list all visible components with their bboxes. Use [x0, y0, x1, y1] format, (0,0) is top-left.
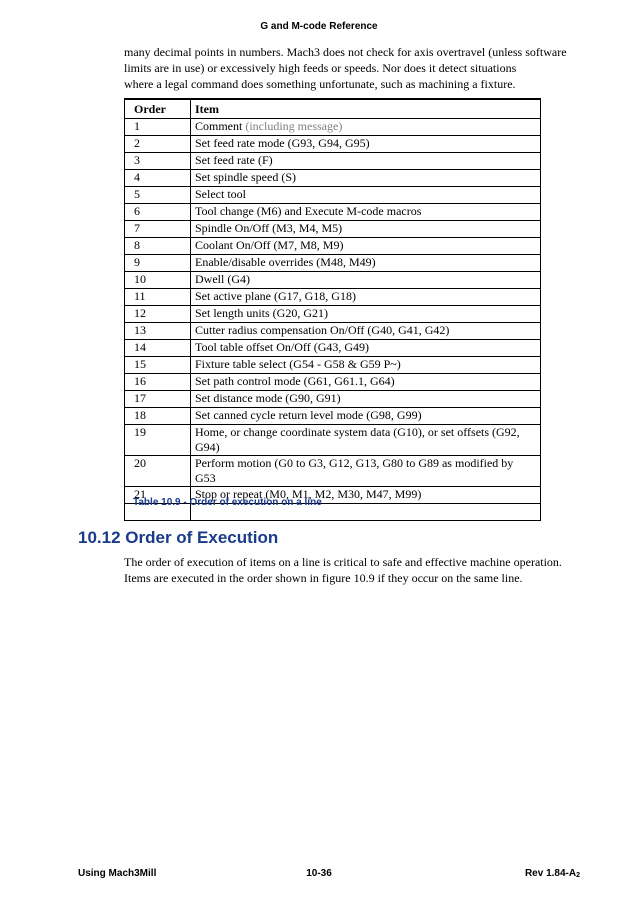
column-header-item: Item [191, 99, 541, 119]
item-text: Spindle On/Off (M3, M4, M5) [195, 221, 343, 235]
page-header: G and M-code Reference [260, 21, 378, 32]
order-cell: 2 [125, 136, 191, 153]
item-text: Stop or repeat (M0, M1, M2, M30, M47, M99) [195, 487, 422, 501]
intro-line: limits are in use) or excessively high feeds or speeds. Nor does it detect situations [124, 61, 517, 75]
item-text: Home, or change coordinate system data (G10), or set offsets (G92, [195, 425, 520, 439]
item-cell [191, 221, 541, 238]
item-text: Select tool [195, 187, 246, 201]
section-line: The order of execution of items on a line is critical to safe and effective machine operation. [124, 555, 562, 569]
order-cell: 19 [125, 425, 191, 456]
order-of-execution-table [124, 98, 541, 521]
table-row [125, 340, 541, 357]
intro-line: where a legal command does something unfortunate, such as machining a fixture. [124, 77, 516, 91]
footer-page-number: 10-36 [306, 868, 332, 879]
item-text: Set distance mode (G90, G91) [195, 391, 341, 405]
table-row [125, 408, 541, 425]
item-text: Set spindle speed (S) [195, 170, 296, 184]
order-cell: 9 [125, 255, 191, 272]
item-text: Fixture table select (G54 - G58 & G59 P~) [195, 357, 401, 371]
item-text: Set active plane (G17, G18, G18) [195, 289, 356, 303]
item-cell [191, 238, 541, 255]
item-text: Perform motion (G0 to G3, G12, G13, G80 to G89 as modified by G53 [195, 456, 514, 485]
table-row [125, 306, 541, 323]
item-text: Tool table offset On/Off (G43, G49) [195, 340, 370, 354]
order-cell: 11 [125, 289, 191, 306]
item-text: Dwell (G4) [195, 272, 250, 286]
item-text: Coolant On/Off (M7, M8, M9) [195, 238, 344, 252]
item-text: Comment [195, 119, 243, 133]
item-cell [191, 136, 541, 153]
item-cell [191, 357, 541, 374]
intro-paragraph [124, 44, 574, 92]
order-cell: 5 [125, 187, 191, 204]
table-caption: Table 10.9 - Order of execution on a line [133, 497, 322, 508]
table-row [125, 221, 541, 238]
table-row [125, 153, 541, 170]
order-cell: 3 [125, 153, 191, 170]
item-cell [191, 289, 541, 306]
item-text-continued: G94) [195, 440, 220, 454]
item-note: (including message) [242, 119, 343, 133]
section-line: Items are executed in the order shown in figure 10.9 if they occur on the same line. [124, 571, 523, 585]
footer-left: Using Mach3Mill [78, 868, 157, 879]
item-text: Set path control mode (G61, G61.1, G64) [195, 374, 395, 388]
item-cell [191, 255, 541, 272]
order-cell: 7 [125, 221, 191, 238]
item-cell [191, 391, 541, 408]
table-row [125, 136, 541, 153]
order-cell: 17 [125, 391, 191, 408]
order-cell: 21 [125, 487, 191, 504]
order-cell: 10 [125, 272, 191, 289]
table-row [125, 204, 541, 221]
item-cell [191, 456, 541, 487]
table-row [125, 119, 541, 136]
item-cell [191, 425, 541, 456]
table-header-row [125, 99, 541, 119]
footer-revision [525, 868, 580, 879]
table-body [125, 119, 541, 521]
table-row [125, 391, 541, 408]
item-text: Set canned cycle return level mode (G98, G99) [195, 408, 422, 422]
table-row [125, 425, 541, 456]
item-cell [191, 187, 541, 204]
order-cell: 4 [125, 170, 191, 187]
item-cell [191, 340, 541, 357]
order-cell: 1 [125, 119, 191, 136]
item-cell [191, 170, 541, 187]
item-cell [191, 119, 541, 136]
table-row [125, 170, 541, 187]
order-cell: 14 [125, 340, 191, 357]
item-cell [191, 153, 541, 170]
order-cell: 18 [125, 408, 191, 425]
table-row [125, 272, 541, 289]
order-cell: 13 [125, 323, 191, 340]
item-cell [191, 306, 541, 323]
table-row [125, 323, 541, 340]
footer-revision-sub: 2 [576, 872, 580, 879]
order-cell: 8 [125, 238, 191, 255]
order-cell: 6 [125, 204, 191, 221]
table-row [125, 357, 541, 374]
table-row [125, 238, 541, 255]
order-cell: 20 [125, 456, 191, 487]
intro-line: many decimal points in numbers. Mach3 does not check for axis overtravel (unless software [124, 45, 567, 59]
item-cell [191, 323, 541, 340]
column-header-order: Order [125, 99, 191, 119]
order-cell: 16 [125, 374, 191, 391]
table-row [125, 374, 541, 391]
table-row [125, 255, 541, 272]
item-text: Tool change (M6) and Execute M-code macros [195, 204, 422, 218]
footer-revision-main: Rev 1.84-A [524, 868, 577, 879]
item-text: Set length units (G20, G21) [195, 306, 328, 320]
order-cell: 15 [125, 357, 191, 374]
order-cell: 12 [125, 306, 191, 323]
item-text: Set feed rate mode (G93, G94, G95) [195, 136, 370, 150]
item-text: Enable/disable overrides (M48, M49) [195, 255, 376, 269]
item-text: Set feed rate (F) [195, 153, 273, 167]
table-row [125, 456, 541, 487]
item-cell [191, 272, 541, 289]
item-cell [191, 408, 541, 425]
section-heading: 10.12 Order of Execution [78, 528, 279, 547]
section-paragraph [124, 554, 574, 586]
table-row [125, 187, 541, 204]
item-text: Cutter radius compensation On/Off (G40, G41, G42) [195, 323, 450, 337]
item-cell [191, 374, 541, 391]
item-cell [191, 204, 541, 221]
table-row [125, 289, 541, 306]
